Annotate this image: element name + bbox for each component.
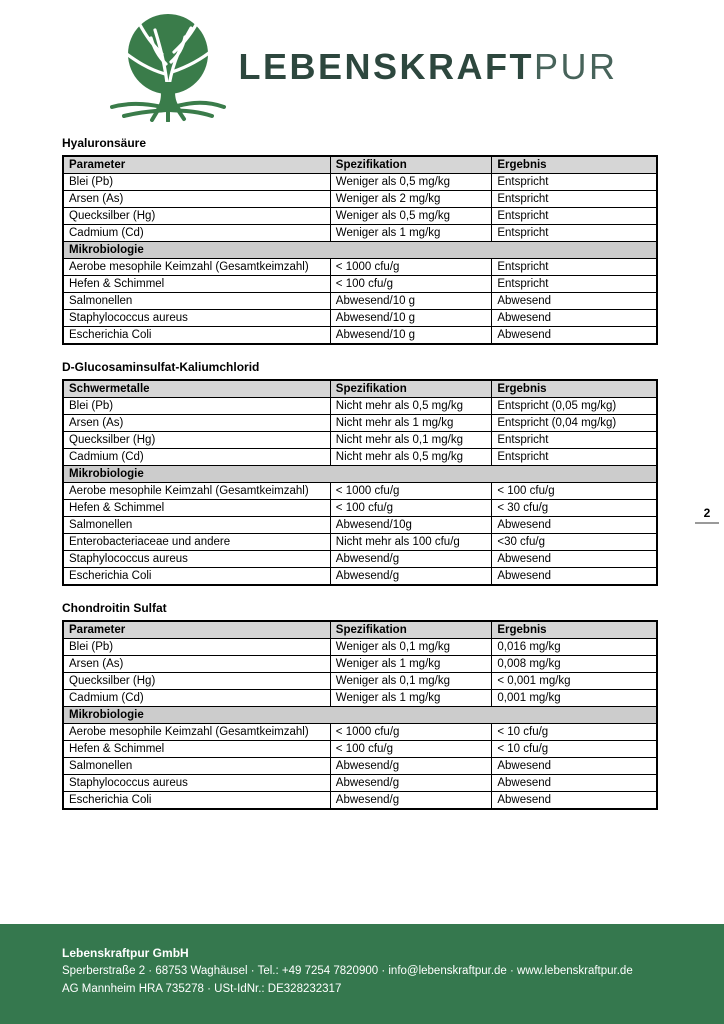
footer-address-line: Sperberstraße 2 · 68753 Waghäusel · Tel.: +49 7254 7820900 · info@lebenskraftpur.de · www.lebenskraftpur.de	[62, 965, 633, 977]
table-cell: Abwesend	[492, 327, 657, 345]
table-cell: Entspricht	[492, 449, 657, 466]
table-cell: Staphylococcus aureus	[63, 551, 330, 568]
table-cell: Nicht mehr als 100 cfu/g	[330, 534, 492, 551]
column-header: Spezifikation	[330, 621, 492, 639]
table-cell: Abwesend	[492, 775, 657, 792]
table-cell: Weniger als 1 mg/kg	[330, 690, 492, 707]
table-cell: Arsen (As)	[63, 191, 330, 208]
table-cell: Abwesend	[492, 792, 657, 810]
tree-icon	[106, 12, 228, 122]
column-header: Parameter	[63, 621, 330, 639]
table-cell: <30 cfu/g	[492, 534, 657, 551]
table-cell: Abwesend	[492, 758, 657, 775]
table-cell: Entspricht	[492, 276, 657, 293]
page-number: 2	[695, 506, 719, 524]
table-cell: Cadmium (Cd)	[63, 690, 330, 707]
table-row	[63, 191, 657, 208]
table-cell: < 0,001 mg/kg	[492, 673, 657, 690]
table-cell: Entspricht	[492, 174, 657, 191]
table-row	[63, 792, 657, 810]
table-row	[63, 276, 657, 293]
company-logo	[0, 12, 724, 122]
table-cell: Staphylococcus aureus	[63, 775, 330, 792]
table-cell: Abwesend/g	[330, 775, 492, 792]
table-cell: Entspricht (0,04 mg/kg)	[492, 415, 657, 432]
table-row	[63, 758, 657, 775]
table-row	[63, 432, 657, 449]
brand-suffix: PUR	[533, 46, 618, 87]
subsection-header: Mikrobiologie	[63, 242, 657, 259]
table-row	[63, 174, 657, 191]
brand-main: LEBENSKRAFT	[238, 46, 534, 87]
table-cell: Blei (Pb)	[63, 639, 330, 656]
table-cell: Escherichia Coli	[63, 568, 330, 586]
table-cell: Entspricht	[492, 225, 657, 242]
column-header: Ergebnis	[492, 156, 657, 174]
table-row	[63, 775, 657, 792]
table-row	[63, 310, 657, 327]
table-row	[63, 741, 657, 758]
table-cell: < 100 cfu/g	[492, 483, 657, 500]
table-cell: Weniger als 1 mg/kg	[330, 225, 492, 242]
footer-register-line: AG Mannheim HRA 735278 · USt-IdNr.: DE328232317	[62, 983, 342, 995]
footer-company-name: Lebenskraftpur GmbH	[62, 946, 189, 960]
table-cell: Salmonellen	[63, 758, 330, 775]
table-row	[63, 500, 657, 517]
table-row	[63, 656, 657, 673]
column-header: Ergebnis	[492, 380, 657, 398]
table-row	[63, 449, 657, 466]
table-cell: Entspricht	[492, 259, 657, 276]
table-cell: 0,008 mg/kg	[492, 656, 657, 673]
table-cell: < 10 cfu/g	[492, 724, 657, 741]
table-cell: Abwesend/g	[330, 551, 492, 568]
table-row	[63, 208, 657, 225]
table-row	[63, 398, 657, 415]
table-cell: 0,016 mg/kg	[492, 639, 657, 656]
table-cell: Nicht mehr als 1 mg/kg	[330, 415, 492, 432]
footer	[0, 924, 724, 1024]
table-cell: Weniger als 2 mg/kg	[330, 191, 492, 208]
table-cell: Quecksilber (Hg)	[63, 673, 330, 690]
table-cell: Nicht mehr als 0,1 mg/kg	[330, 432, 492, 449]
table-cell: Abwesend/g	[330, 568, 492, 586]
table-cell: Weniger als 0,1 mg/kg	[330, 639, 492, 656]
table-cell: Abwesend/g	[330, 758, 492, 775]
table-cell: Salmonellen	[63, 293, 330, 310]
column-header: Spezifikation	[330, 156, 492, 174]
table-cell: Aerobe mesophile Keimzahl (Gesamtkeimzahl)	[63, 724, 330, 741]
table-cell: Abwesend	[492, 293, 657, 310]
table-row	[63, 225, 657, 242]
table-cell: 0,001 mg/kg	[492, 690, 657, 707]
table-cell: Weniger als 1 mg/kg	[330, 656, 492, 673]
table-row	[63, 483, 657, 500]
table-row	[63, 690, 657, 707]
table-cell: Escherichia Coli	[63, 792, 330, 810]
sections	[62, 136, 658, 810]
table-cell: Arsen (As)	[63, 415, 330, 432]
subsection-header: Mikrobiologie	[63, 707, 657, 724]
table-cell: Entspricht	[492, 191, 657, 208]
analysis-table	[62, 620, 658, 810]
column-header: Parameter	[63, 156, 330, 174]
table-cell: Nicht mehr als 0,5 mg/kg	[330, 398, 492, 415]
table-cell: < 100 cfu/g	[330, 276, 492, 293]
brand-wordmark	[238, 46, 617, 88]
table-cell: Escherichia Coli	[63, 327, 330, 345]
table-cell: Hefen & Schimmel	[63, 741, 330, 758]
column-header: Schwermetalle	[63, 380, 330, 398]
section-title: Hyaluronsäure	[62, 136, 147, 150]
table-cell: < 30 cfu/g	[492, 500, 657, 517]
table-cell: < 10 cfu/g	[492, 741, 657, 758]
table-cell: Entspricht	[492, 208, 657, 225]
table-cell: Abwesend/10 g	[330, 310, 492, 327]
table-cell: Aerobe mesophile Keimzahl (Gesamtkeimzahl)	[63, 259, 330, 276]
table-cell: Abwesend/10 g	[330, 293, 492, 310]
table-row	[63, 639, 657, 656]
table-cell: < 1000 cfu/g	[330, 724, 492, 741]
section-title: D-Glucosaminsulfat-Kaliumchlorid	[62, 360, 260, 374]
table-cell: Abwesend/g	[330, 792, 492, 810]
analysis-table	[62, 379, 658, 586]
analysis-section	[62, 601, 658, 810]
table-cell: Abwesend	[492, 568, 657, 586]
table-cell: < 100 cfu/g	[330, 500, 492, 517]
table-cell: Abwesend	[492, 517, 657, 534]
table-cell: < 1000 cfu/g	[330, 483, 492, 500]
table-row	[63, 415, 657, 432]
table-cell: Entspricht	[492, 432, 657, 449]
table-cell: Quecksilber (Hg)	[63, 432, 330, 449]
table-row	[63, 534, 657, 551]
table-cell: Abwesend	[492, 310, 657, 327]
table-cell: Arsen (As)	[63, 656, 330, 673]
table-cell: Weniger als 0,1 mg/kg	[330, 673, 492, 690]
table-row	[63, 293, 657, 310]
table-cell: Enterobacteriaceae und andere	[63, 534, 330, 551]
table-cell: Cadmium (Cd)	[63, 449, 330, 466]
table-row	[63, 327, 657, 345]
table-cell: Cadmium (Cd)	[63, 225, 330, 242]
table-cell: Hefen & Schimmel	[63, 276, 330, 293]
table-cell: Hefen & Schimmel	[63, 500, 330, 517]
table-cell: Blei (Pb)	[63, 174, 330, 191]
table-row	[63, 724, 657, 741]
table-cell: Weniger als 0,5 mg/kg	[330, 208, 492, 225]
table-row	[63, 673, 657, 690]
table-cell: Abwesend	[492, 551, 657, 568]
section-title: Chondroitin Sulfat	[62, 601, 167, 615]
analysis-section	[62, 136, 658, 345]
analysis-table	[62, 155, 658, 345]
table-cell: Staphylococcus aureus	[63, 310, 330, 327]
table-cell: < 100 cfu/g	[330, 741, 492, 758]
table-row	[63, 259, 657, 276]
table-row	[63, 551, 657, 568]
column-header: Spezifikation	[330, 380, 492, 398]
table-cell: Abwesend/10g	[330, 517, 492, 534]
table-row	[63, 568, 657, 586]
table-cell: < 1000 cfu/g	[330, 259, 492, 276]
table-cell: Quecksilber (Hg)	[63, 208, 330, 225]
column-header: Ergebnis	[492, 621, 657, 639]
analysis-section	[62, 360, 658, 586]
table-cell: Abwesend/10 g	[330, 327, 492, 345]
table-cell: Aerobe mesophile Keimzahl (Gesamtkeimzahl)	[63, 483, 330, 500]
table-row	[63, 517, 657, 534]
table-cell: Nicht mehr als 0,5 mg/kg	[330, 449, 492, 466]
table-cell: Entspricht (0,05 mg/kg)	[492, 398, 657, 415]
table-cell: Blei (Pb)	[63, 398, 330, 415]
table-cell: Salmonellen	[63, 517, 330, 534]
table-cell: Weniger als 0,5 mg/kg	[330, 174, 492, 191]
subsection-header: Mikrobiologie	[63, 466, 657, 483]
